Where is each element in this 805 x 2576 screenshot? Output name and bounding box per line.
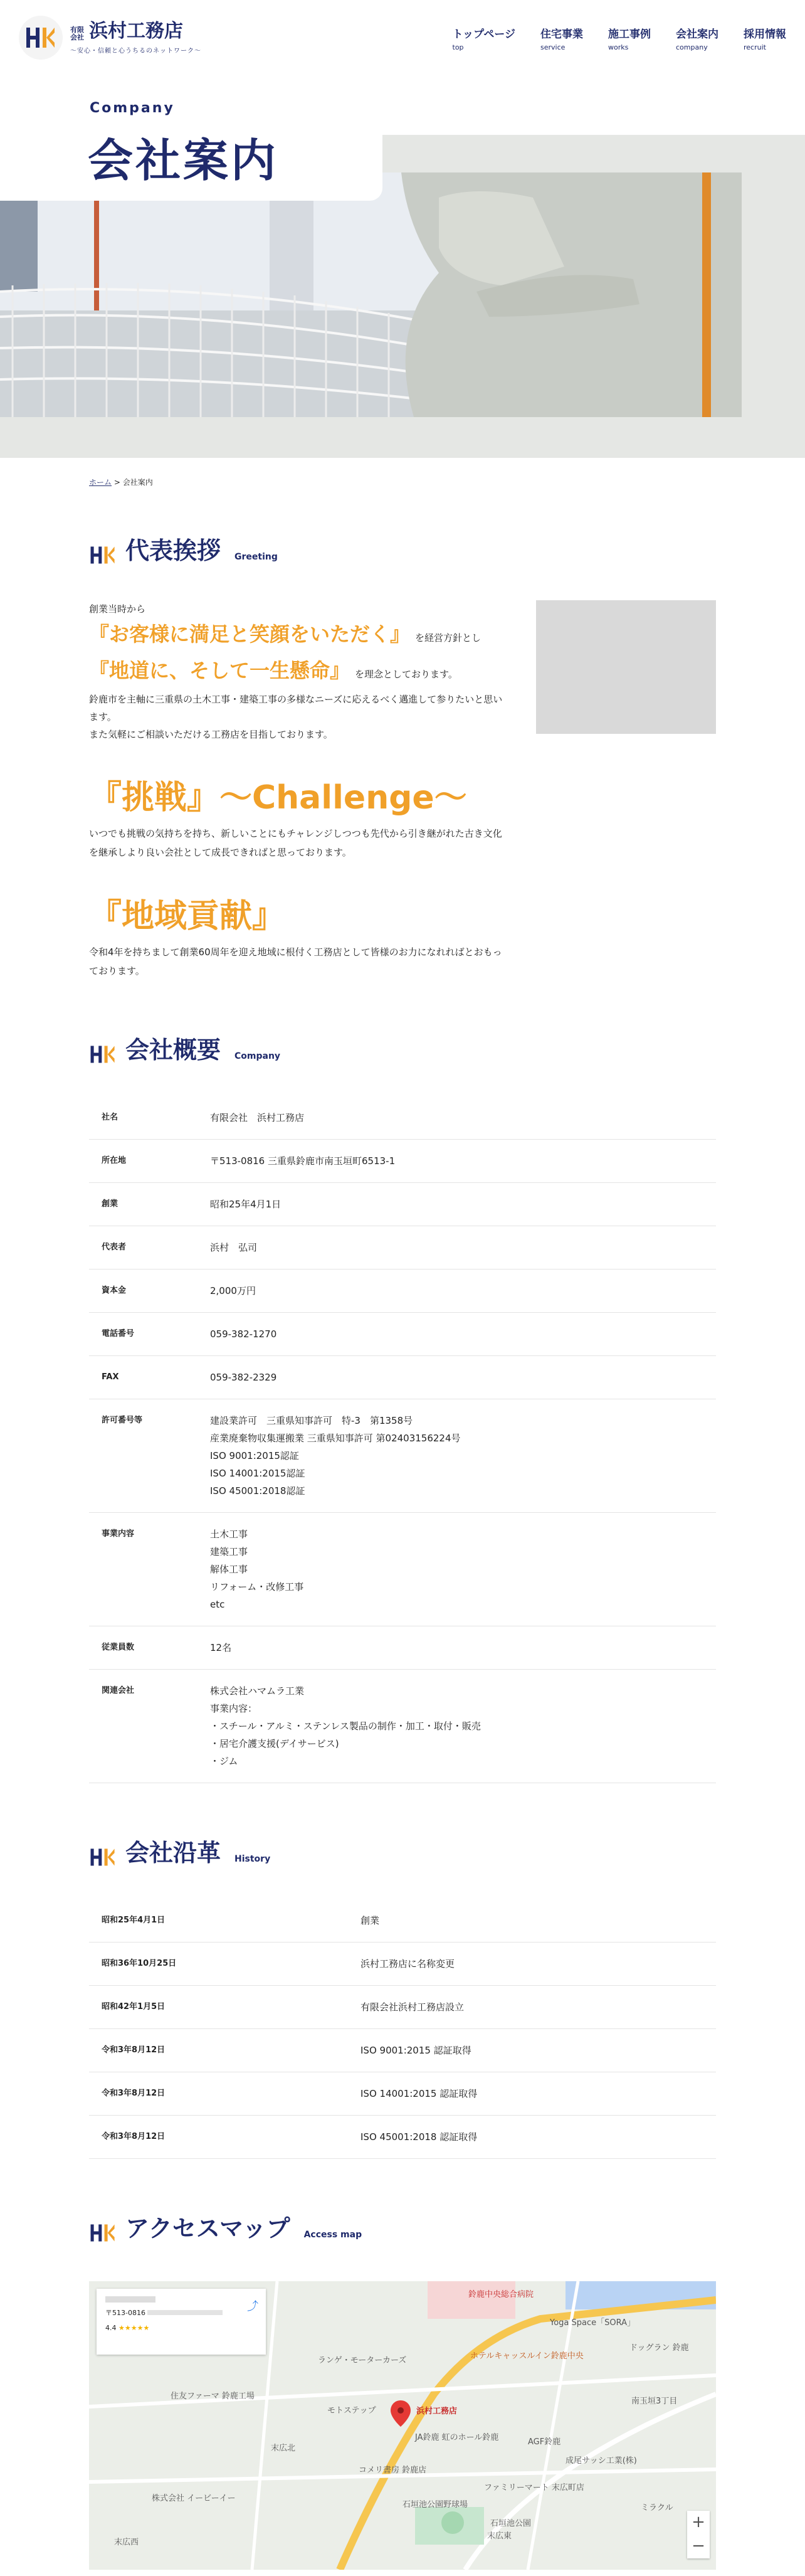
row-label: 許可番号等: [102, 1416, 143, 1425]
rating-stars-icon: ★★★★★: [118, 2324, 150, 2332]
breadcrumb: [89, 477, 805, 487]
table-row: [89, 2116, 716, 2159]
map-label: ランゲ・モーターカーズ: [318, 2356, 407, 2365]
site-header: [0, 0, 805, 82]
map-label: 南玉垣3丁目: [631, 2397, 678, 2406]
company-history-table: [89, 1899, 716, 2159]
nav-item-service[interactable]: [540, 25, 583, 51]
map-label: コメリ書房 鈴鹿店: [359, 2466, 427, 2475]
row-value: 2,000万円: [210, 1285, 256, 1296]
overview-title-en: Company: [234, 1051, 281, 1061]
zoom-in-button[interactable]: +: [692, 2513, 705, 2531]
hk-section-icon: [89, 1847, 117, 1868]
table-row: [89, 1226, 716, 1269]
nav-sub: service: [540, 43, 566, 51]
nav-label: 住宅事業: [540, 28, 583, 41]
row-value: 059-382-1270: [210, 1328, 277, 1340]
row-value: 浜村 弘司: [210, 1242, 258, 1253]
history-heading: [89, 1833, 716, 1868]
page-title-box: [0, 82, 382, 201]
hero-photo: [0, 172, 742, 417]
row-label: 昭和25年4月1日: [102, 1916, 166, 1925]
map-label: 鈴鹿中央総合病院: [468, 2290, 534, 2299]
overview-heading: [89, 1031, 716, 1065]
access-heading: [89, 2209, 716, 2244]
map-label: ホテルキャッスルイン鈴鹿中央: [470, 2351, 584, 2361]
map-label: ファミリーマート 末広町店: [484, 2483, 584, 2493]
table-row: [89, 1399, 716, 1513]
row-value: ISO 9001:2015 認証取得: [360, 2045, 471, 2056]
greeting-phrase-1-tail: を経営方針とし: [415, 632, 481, 644]
representative-photo-placeholder: [536, 600, 716, 734]
row-label: 従業員数: [102, 1643, 135, 1652]
greeting-paragraph-1: 鈴鹿市を主軸に三重県の土木工事・建築工事の多様なニーズに応えるべく邁進して参りたいと思います。: [89, 694, 503, 723]
row-label: 社名: [102, 1113, 118, 1122]
map-label: Yoga Space「SORA」: [550, 2318, 636, 2328]
row-label: 関連会社: [102, 1686, 135, 1695]
table-row: [89, 1269, 716, 1313]
row-label: 創業: [102, 1199, 118, 1209]
row-label: 代表者: [102, 1243, 127, 1252]
map-card-title-placeholder: [105, 2296, 155, 2303]
map-marker-label: 浜村工務店: [416, 2407, 458, 2416]
map-zoom-controls: [687, 2511, 710, 2558]
map-label: 住友ファーマ 鈴鹿工場: [171, 2392, 255, 2401]
row-label: 所在地: [102, 1156, 127, 1165]
overview-title: 会社概要: [125, 1036, 221, 1064]
community-heading: 『地域貢献』: [89, 898, 285, 935]
breadcrumb-home-link[interactable]: ホーム: [89, 478, 112, 487]
row-label: 資本金: [102, 1286, 127, 1295]
challenge-heading: 『挑戦』〜Challenge〜: [89, 779, 467, 817]
row-value: ISO 45001:2018 認証取得: [360, 2131, 478, 2143]
table-row: [89, 1513, 716, 1626]
nav-item-recruit[interactable]: [744, 25, 786, 51]
map-label: 末広東: [487, 2531, 512, 2541]
logo-company-name: 浜村工務店: [89, 19, 183, 42]
nav-item-company[interactable]: [676, 25, 718, 51]
page-end-spacer: [0, 2570, 805, 2576]
community-text: 令和4年を持ちまして創業60周年を迎え地域に根付く工務店として皆様のお力になれればとおもっております。: [89, 946, 502, 977]
page-title: 会社案内: [88, 134, 279, 187]
challenge-text: いつでも挑戦の気持ちを持ち、新しいことにもチャレンジしつつも先代から引き継がれた古き文化を継承しより良い会社として成長できればと思っております。: [89, 828, 502, 858]
table-row: [89, 1140, 716, 1183]
map-label: 末広西: [114, 2538, 139, 2547]
page-hero: [0, 82, 805, 458]
global-nav: [453, 25, 786, 51]
greeting-title-en: Greeting: [234, 552, 278, 562]
map-label: 石垣池公園: [490, 2519, 532, 2528]
row-value: 株式会社ハマムラ工業 事業内容： ・スチール・アルミ・ステンレス製品の制作・加工・取付・販売 ・居宅介護支援(デイサービス) ・ジム: [210, 1685, 481, 1767]
directions-icon[interactable]: ⤴: [247, 2300, 258, 2313]
greeting-phrase-1: 『お客様に満足と笑顔をいただく』: [89, 622, 411, 646]
greeting-heading: [89, 531, 716, 566]
map-label: 石垣池公園野球場: [402, 2500, 468, 2510]
map-label: ミラクル: [641, 2503, 673, 2513]
row-label: 事業内容: [102, 1529, 135, 1539]
table-row: [89, 1626, 716, 1670]
row-label: 昭和42年1月5日: [102, 2002, 166, 2012]
breadcrumb-separator: >: [112, 478, 123, 487]
hk-section-icon: [89, 544, 117, 566]
row-value: 浜村工務店に名称変更: [360, 1958, 455, 1969]
hk-section-icon: [89, 1044, 117, 1065]
row-value: 創業: [360, 1915, 380, 1926]
map-label: 末広北: [271, 2444, 296, 2453]
map-label: 株式会社 イービーイー: [152, 2494, 236, 2503]
row-value: 建設業許可 三重県知事許可 特-3 第1358号 産業廃棄物収集運搬業 三重県知事許可 第02403156224号 ISO 9001:2015認証 ISO 14001:2015認証 ISO 45001:2018認証: [210, 1415, 461, 1497]
row-label: 令和3年8月12日: [102, 2132, 166, 2141]
row-label: FAX: [102, 1372, 119, 1382]
nav-label: 採用情報: [744, 28, 786, 41]
hk-logo-icon: [19, 16, 63, 60]
history-title-en: History: [234, 1854, 271, 1864]
row-label: 電話番号: [102, 1329, 135, 1338]
nav-sub: works: [608, 43, 629, 51]
nav-item-top[interactable]: [453, 25, 515, 51]
map-label: モトステップ: [327, 2406, 376, 2415]
row-value: 昭和25年4月1日: [210, 1199, 281, 1210]
logo-company-type: 有限会社: [70, 25, 84, 41]
row-value: ISO 14001:2015 認証取得: [360, 2088, 478, 2099]
table-row: [89, 1986, 716, 2029]
row-value: 有限会社浜村工務店設立: [360, 2001, 465, 2013]
greeting-title: 代表挨拶: [125, 537, 221, 564]
history-title: 会社沿革: [125, 1839, 221, 1867]
nav-label: トップページ: [452, 28, 515, 41]
page-title-en: Company: [90, 100, 175, 116]
google-map-embed[interactable]: [89, 2281, 716, 2570]
map-label: JA鈴鹿 虹のホール鈴鹿: [415, 2433, 499, 2442]
table-row: [89, 2072, 716, 2116]
map-card-rating: 4.4: [105, 2324, 117, 2332]
map-card-address: [105, 2308, 257, 2318]
nav-item-works[interactable]: [608, 25, 651, 51]
nav-sub: company: [676, 43, 708, 51]
row-label: 令和3年8月12日: [102, 2089, 166, 2098]
table-row: [89, 2029, 716, 2072]
table-row: [89, 1670, 716, 1783]
greeting-intro: 創業当時から: [89, 603, 146, 615]
greeting-phrase-2-tail: を理念としております。: [355, 669, 458, 680]
breadcrumb-current: 会社案内: [122, 478, 153, 487]
map-label: AGF鈴鹿: [528, 2437, 561, 2447]
row-value: 〒513-0816 三重県鈴鹿市南玉垣町6513-1: [210, 1155, 396, 1167]
logo-tagline: 〜安心・信頼と心うちるのネットワーク〜: [70, 47, 201, 55]
table-row: [89, 1356, 716, 1399]
map-label: 成尾サッシ工業(株): [566, 2456, 637, 2466]
company-overview-table: [89, 1096, 716, 1783]
access-title-en: Access map: [303, 2230, 362, 2240]
row-value: 12名: [210, 1642, 232, 1653]
nav-sub: recruit: [744, 43, 766, 51]
greeting-paragraph-2: また気軽にご相談いただける工務店を目指しております。: [89, 729, 333, 740]
greeting-phrase-2: 『地道に、そして一生懸命』: [89, 659, 350, 682]
nav-sub: top: [452, 43, 464, 51]
row-value: 059-382-2329: [210, 1372, 277, 1383]
zoom-out-button[interactable]: −: [692, 2536, 705, 2555]
table-row: [89, 1096, 716, 1140]
nav-label: 会社案内: [676, 28, 718, 41]
table-row: [89, 1183, 716, 1226]
map-label: ドッグラン 鈴鹿: [629, 2343, 689, 2353]
table-row: [89, 1899, 716, 1943]
table-row: [89, 1313, 716, 1356]
access-title: アクセスマップ: [125, 2215, 290, 2242]
map-info-card: [97, 2289, 266, 2355]
table-row: [89, 1943, 716, 1986]
hk-section-icon: [89, 2222, 117, 2244]
nav-label: 施工事例: [608, 28, 651, 41]
row-label: 昭和36年10月25日: [102, 1959, 177, 1968]
row-value: 有限会社 浜村工務店: [210, 1112, 305, 1123]
map-card-zip: 〒513-0816: [105, 2309, 145, 2317]
site-logo[interactable]: [19, 16, 201, 60]
row-value: 土木工事 建築工事 解体工事 リフォーム・改修工事 etc: [210, 1529, 304, 1610]
row-label: 令和3年8月12日: [102, 2045, 166, 2055]
